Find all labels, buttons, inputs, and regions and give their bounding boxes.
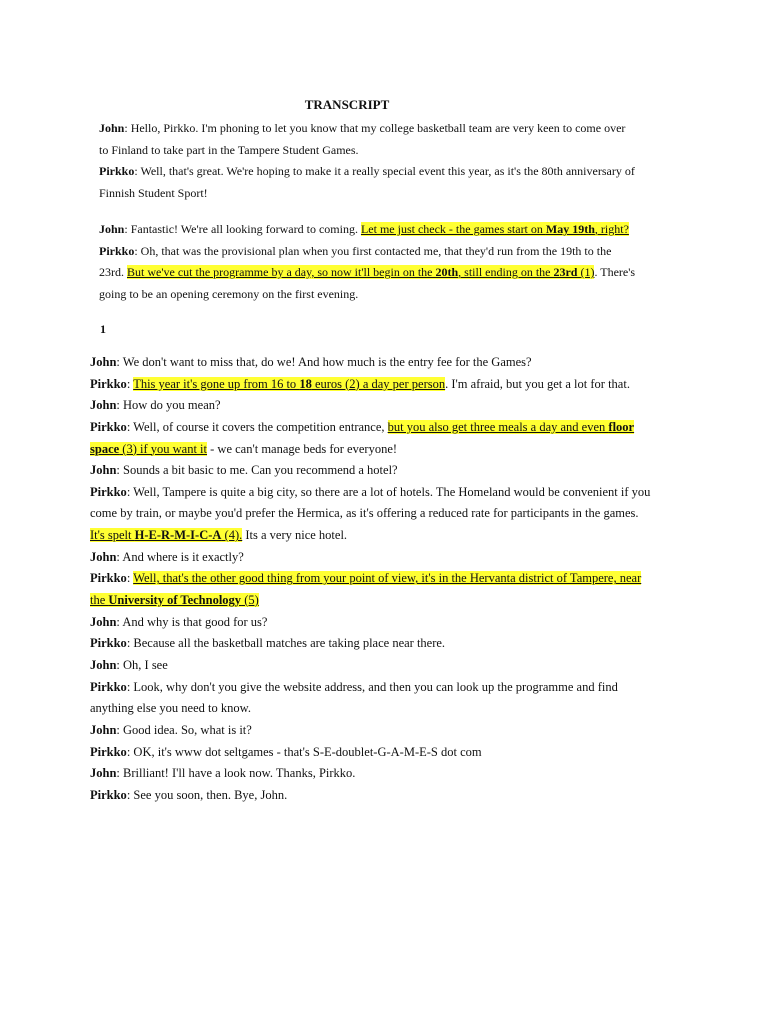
- line: John: Brilliant! I'll have a look now. Thanks, Pirkko.: [90, 766, 356, 781]
- highlighted-answer: Well, that's the other good thing from your point of view, it's in the Hervanta district of Tampere, near: [133, 571, 642, 586]
- speaker-name: John: [90, 463, 117, 478]
- line: John: Fantastic! We're all looking forward to coming. Let me just check - the games start on May 19th, right?: [99, 222, 629, 236]
- line: John: Good idea. So, what is it?: [90, 722, 252, 737]
- line: John: And where is it exactly?: [90, 549, 244, 564]
- page-number: 1: [100, 322, 106, 336]
- speaker-name: Pirkko: [90, 484, 127, 499]
- speaker-name: Pirkko: [90, 679, 127, 694]
- line: anything else you need to know.: [90, 701, 251, 716]
- speaker-name: Pirkko: [90, 571, 127, 586]
- speaker-name: Pirkko: [90, 419, 127, 434]
- highlighted-answer: but you also get three meals a day and even floor: [387, 419, 635, 434]
- speaker-name: Pirkko: [90, 376, 127, 391]
- speaker-name: John: [99, 222, 125, 236]
- speaker-name: Pirkko: [99, 243, 135, 258]
- speaker-name: John: [90, 355, 117, 369]
- line: Pirkko: Oh, that was the provisional plan when you first contacted me, that they'd run from the 19th to the: [99, 243, 612, 258]
- speaker-name: Pirkko: [90, 787, 127, 802]
- speaker-name: John: [90, 398, 117, 413]
- speaker-name: John: [90, 722, 117, 737]
- line: Pirkko: Look, why don't you give the website address, and then you can look up the programme and find: [90, 679, 618, 694]
- line: John: We don't want to miss that, do we! And how much is the entry fee for the Games?: [90, 355, 532, 369]
- line: Finnish Student Sport!: [99, 185, 208, 200]
- line: space (3) if you want it - we can't manage beds for everyone!: [90, 441, 398, 456]
- speaker-name: John: [99, 121, 125, 135]
- line: John: Sounds a bit basic to me. Can you recommend a hotel?: [90, 463, 398, 478]
- speaker-name: John: [90, 657, 117, 672]
- transcript-part-2: [90, 352, 670, 806]
- highlighted-answer: But we've cut the programme by a day, so now it'll begin on the 20th, still ending on the 23rd (1): [127, 265, 595, 279]
- line: John: How do you mean?: [90, 398, 221, 413]
- line: Pirkko: Because all the basketball matches are taking place near there.: [90, 636, 446, 651]
- transcript-title: TRANSCRIPT: [304, 97, 390, 112]
- line: John: And why is that good for us?: [90, 614, 268, 629]
- line: Pirkko: Well, that's the other good thing from your point of view, it's in the Hervanta district of Tampere, near: [90, 571, 642, 586]
- speaker-name: John: [90, 614, 117, 629]
- line: come by train, or maybe you'd prefer the Hermica, as it's offering a reduced rate for participants in the games.: [90, 506, 639, 521]
- speaker-name: Pirkko: [90, 636, 127, 651]
- speaker-name: Pirkko: [90, 744, 127, 759]
- line: going to be an opening ceremony on the first evening.: [99, 286, 359, 301]
- line: 23rd. But we've cut the programme by a day, so now it'll begin on the 20th, still ending on the 23rd (1). There's: [99, 265, 636, 279]
- line: Pirkko: Well, Tampere is quite a big city, so there are a lot of hotels. The Homeland would be convenient if you: [90, 484, 651, 499]
- speaker-name: John: [90, 549, 117, 564]
- speaker-name: Pirkko: [99, 164, 135, 178]
- speaker-name: John: [90, 766, 117, 781]
- line: Pirkko: See you soon, then. Bye, John.: [90, 787, 288, 802]
- line: Pirkko: This year it's gone up from 16 to 18 euros (2) a day per person. I'm afraid, but you get a lot for that.: [90, 376, 630, 391]
- highlighted-answer: This year it's gone up from 16 to 18 euros (2) a day per person: [133, 376, 446, 391]
- line: John: Oh, I see: [90, 657, 168, 672]
- highlighted-answer: the University of Technology (5): [90, 593, 259, 608]
- highlighted-answer: space (3) if you want it: [90, 441, 208, 456]
- line: Pirkko: Well, of course it covers the competition entrance, but you also get three meals a day and even floor: [90, 419, 635, 434]
- line: John: Hello, Pirkko. I'm phoning to let you know that my college basketball team are very keen to come over: [99, 121, 626, 135]
- highlighted-answer: It's spelt H-E-R-M-I-C-A (4).: [90, 528, 243, 543]
- line: It's spelt H-E-R-M-I-C-A (4). Its a very nice hotel.: [90, 528, 348, 543]
- line: Pirkko: OK, it's www dot seltgames - that's S-E-doublet-G-A-M-E-S dot com: [90, 744, 482, 759]
- line: Pirkko: Well, that's great. We're hoping to make it a really special event this year, as it's the 80th anniversary of: [99, 164, 635, 178]
- line: to Finland to take part in the Tampere Student Games.: [99, 142, 359, 157]
- transcript-part-1: [99, 119, 659, 306]
- highlighted-answer: Let me just check - the games start on May 19th, right?: [360, 222, 629, 236]
- line: [90, 590, 670, 612]
